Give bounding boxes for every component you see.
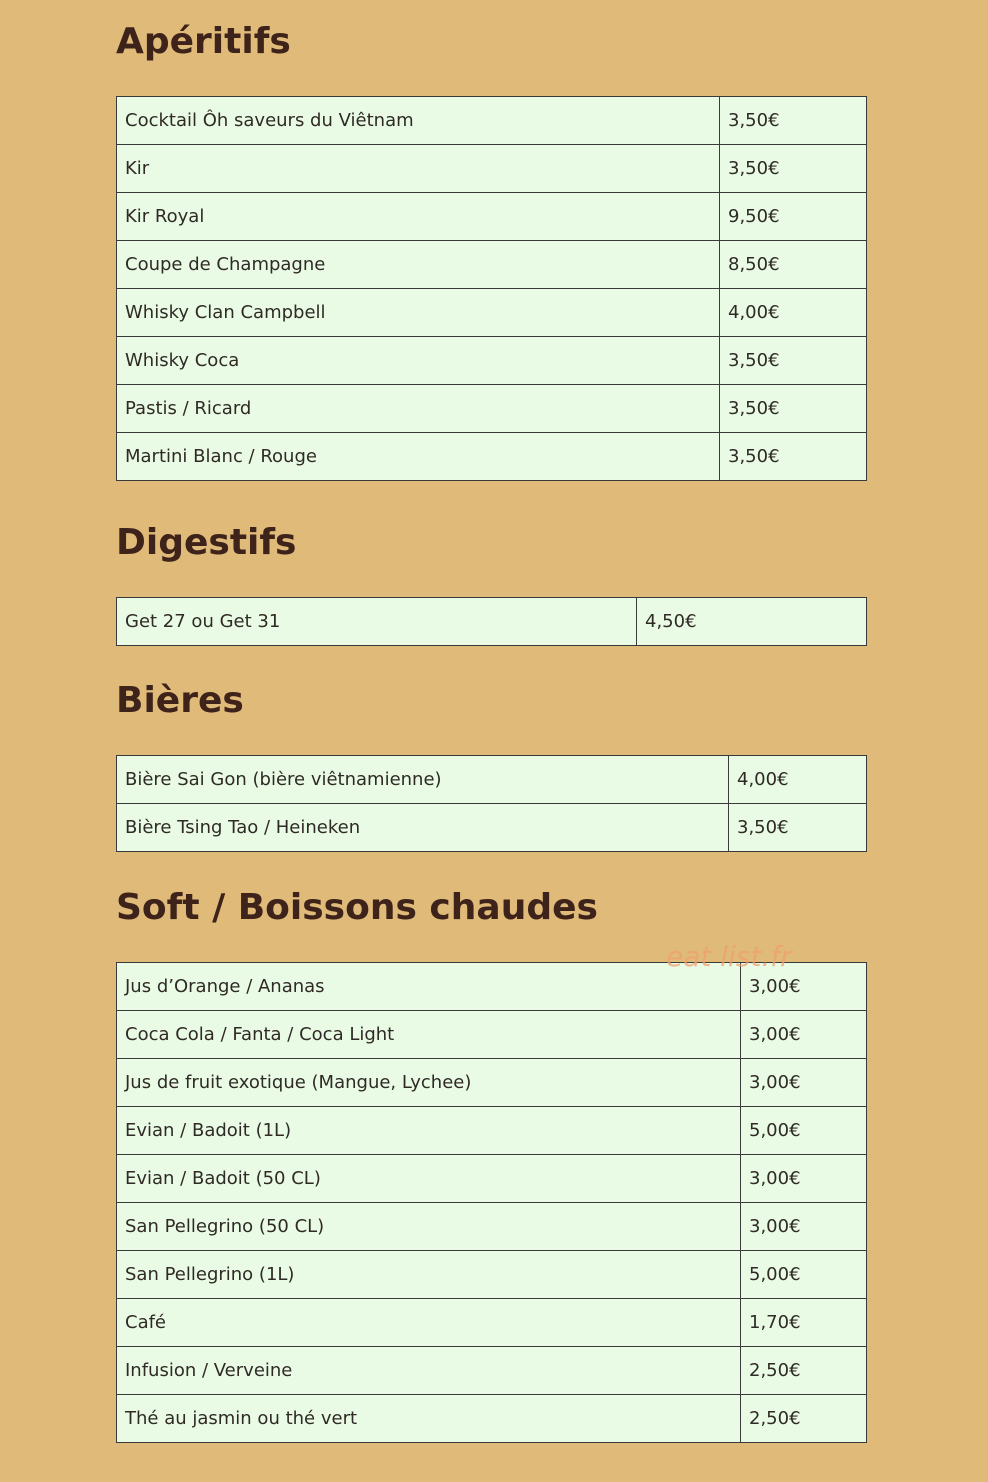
table-row	[117, 193, 867, 241]
item-price: 3,50€	[720, 145, 867, 193]
item-name: Coca Cola / Fanta / Coca Light	[117, 1011, 741, 1059]
item-price: 2,50€	[741, 1395, 867, 1443]
item-price: 3,50€	[720, 337, 867, 385]
item-price: 9,50€	[720, 193, 867, 241]
item-price: 5,00€	[741, 1107, 867, 1155]
table-row	[117, 433, 867, 481]
item-name: Evian / Badoit (1L)	[117, 1107, 741, 1155]
item-price: 4,50€	[637, 598, 867, 646]
item-price: 4,00€	[720, 289, 867, 337]
item-name: Martini Blanc / Rouge	[117, 433, 720, 481]
item-price: 3,00€	[741, 1155, 867, 1203]
table-row	[117, 598, 867, 646]
item-name: San Pellegrino (1L)	[117, 1251, 741, 1299]
item-price: 5,00€	[741, 1251, 867, 1299]
item-price: 8,50€	[720, 241, 867, 289]
item-name: Bière Tsing Tao / Heineken	[117, 804, 729, 852]
table-row	[117, 1347, 867, 1395]
item-price: 1,70€	[741, 1299, 867, 1347]
item-name: Jus de fruit exotique (Mangue, Lychee)	[117, 1059, 741, 1107]
table-row	[117, 289, 867, 337]
section-title-aperitifs: Apéritifs	[116, 21, 291, 62]
soft-boissons-table	[116, 962, 867, 1443]
table-row	[117, 1011, 867, 1059]
item-price: 3,50€	[720, 385, 867, 433]
table-row	[117, 1203, 867, 1251]
table-row	[117, 1395, 867, 1443]
digestifs-table	[116, 597, 867, 646]
table-row	[117, 97, 867, 145]
item-name: Café	[117, 1299, 741, 1347]
item-price: 3,00€	[741, 1011, 867, 1059]
item-name: San Pellegrino (50 CL)	[117, 1203, 741, 1251]
item-name: Kir Royal	[117, 193, 720, 241]
table-row	[117, 385, 867, 433]
item-name: Kir	[117, 145, 720, 193]
table-row	[117, 241, 867, 289]
item-name: Thé au jasmin ou thé vert	[117, 1395, 741, 1443]
item-price: 3,00€	[741, 963, 867, 1011]
item-price: 4,00€	[729, 756, 867, 804]
table-row	[117, 1107, 867, 1155]
table-row	[117, 1299, 867, 1347]
item-name: Pastis / Ricard	[117, 385, 720, 433]
item-price: 3,50€	[720, 433, 867, 481]
table-row	[117, 804, 867, 852]
item-name: Infusion / Verveine	[117, 1347, 741, 1395]
table-row	[117, 337, 867, 385]
table-row	[117, 1155, 867, 1203]
watermark: eat list.fr	[666, 940, 792, 973]
table-row	[117, 1251, 867, 1299]
item-price: 2,50€	[741, 1347, 867, 1395]
item-name: Whisky Coca	[117, 337, 720, 385]
item-name: Bière Sai Gon (bière viêtnamienne)	[117, 756, 729, 804]
table-row	[117, 963, 867, 1011]
section-title-digestifs: Digestifs	[116, 522, 297, 563]
item-price: 3,00€	[741, 1059, 867, 1107]
item-price: 3,50€	[729, 804, 867, 852]
item-name: Get 27 ou Get 31	[117, 598, 637, 646]
item-name: Cocktail Ôh saveurs du Viêtnam	[117, 97, 720, 145]
item-name: Coupe de Champagne	[117, 241, 720, 289]
table-row	[117, 145, 867, 193]
section-title-soft-boissons-chaudes: Soft / Boissons chaudes	[116, 887, 598, 928]
item-price: 3,50€	[720, 97, 867, 145]
bieres-table	[116, 755, 867, 852]
aperitifs-table	[116, 96, 867, 481]
section-title-bieres: Bières	[116, 680, 244, 721]
item-name: Jus d’Orange / Ananas	[117, 963, 741, 1011]
item-price: 3,00€	[741, 1203, 867, 1251]
item-name: Evian / Badoit (50 CL)	[117, 1155, 741, 1203]
table-row	[117, 1059, 867, 1107]
item-name: Whisky Clan Campbell	[117, 289, 720, 337]
table-row	[117, 756, 867, 804]
